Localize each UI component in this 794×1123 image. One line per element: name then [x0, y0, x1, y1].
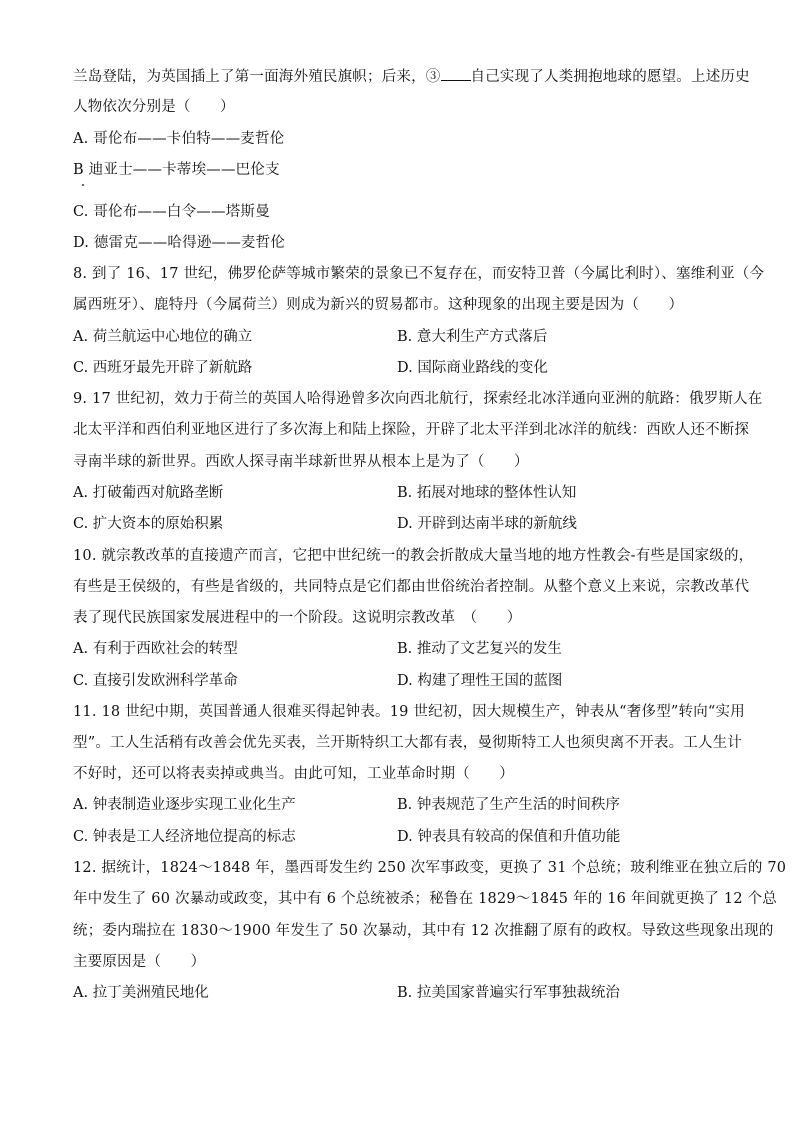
- stray-dot: [82, 184, 84, 186]
- q9-option-d: D. 开辟到达南半球的新航线: [397, 516, 577, 532]
- q9-stem-line-3: 寻南半球的新世界。西欧人探寻南半球新世界从根本上是为了（ ）: [73, 454, 529, 470]
- q8-option-a: A. 荷兰航运中心地位的确立: [73, 329, 253, 345]
- q11-option-c: C. 钟表是工人经济地位提高的标志: [73, 829, 296, 845]
- q8-stem-line-2: 属西班牙）、鹿特丹（今属荷兰）则成为新兴的贸易都市。这种现象的出现主要是因为（ ）: [73, 297, 684, 313]
- q7-option-c: C. 哥伦布——白令——塔斯曼: [73, 204, 270, 220]
- q8-stem-line-1: 8. 到了 16、17 世纪，佛罗伦萨等城市繁荣的景象已不复存在，而安特卫普（今属比利时）、塞维利亚（今: [73, 266, 765, 282]
- q11-option-d: D. 钟表具有较高的保值和升值功能: [397, 829, 621, 845]
- q12-stem-line-3: 统；委内瑞拉在 1830～1900 年发生了 50 次暴动，其中有 12 次推翻了原有的政权。导致这些现象出现的: [73, 923, 774, 939]
- q7-stem-text-b: 自己实现了人类拥抱地球的愿望。上述历史: [470, 69, 750, 85]
- q9-option-c: C. 扩大资本的原始积累: [73, 516, 224, 532]
- q12-stem-line-4: 主要原因是（ ）: [73, 954, 206, 970]
- q7-stem-line-1: [73, 66, 750, 87]
- q10-stem-line-2: 有些是王侯级的，有些是省级的，共同特点是它们都由世俗统治者控制。从整个意义上来说，宗教改革代: [73, 579, 750, 595]
- q12-stem-line-1: 12. 据统计，1824～1848 年，墨西哥发生约 250 次军事政变，更换了 31 个总统；玻利维亚在独立后的 70: [73, 860, 787, 876]
- answer-blank: [441, 66, 471, 81]
- q11-stem-line-1: 11. 18 世纪中期，英国普通人很难买得起钟表。19 世纪初，因大规模生产，钟表从“奢侈型”转向“实用: [73, 704, 745, 720]
- q10-option-d: D. 构建了理性王国的蓝图: [397, 673, 563, 689]
- q12-option-b: B. 拉美国家普遍实行军事独裁统治: [397, 985, 620, 1001]
- q10-option-a: A. 有利于西欧社会的转型: [73, 641, 238, 657]
- q7-stem-text-a: 兰岛登陆，为英国插上了第一面海外殖民旗帜；后来，③: [73, 69, 441, 85]
- q10-option-c: C. 直接引发欧洲科学革命: [73, 673, 238, 689]
- q10-stem-line-3: 表了现代民族国家发展进程中的一个阶段。这说明宗教改革 （ ）: [73, 610, 522, 626]
- q9-stem-line-2: 北太平洋和西伯利亚地区进行了多次海上和陆上探险，开辟了北太平洋到北冰洋的航线：西欧人还不断探: [73, 422, 750, 438]
- q11-stem-line-3: 不好时，还可以将表卖掉或典当。由此可知，工业革命时期（ ）: [73, 766, 514, 782]
- q7-option-d: D. 德雷克——哈得逊——麦哲伦: [73, 235, 286, 251]
- q10-stem-line-1: 10. 就宗教改革的直接遗产而言，它把中世纪统一的教会折散成大量当地的地方性教会-有些是国家级的，: [73, 548, 754, 564]
- q7-option-a: A. 哥伦布——卡伯特——麦哲伦: [73, 131, 285, 147]
- q9-option-b: B. 拓展对地球的整体性认知: [397, 485, 577, 501]
- q8-option-b: B. 意大利生产方式落后: [397, 329, 548, 345]
- q9-option-a: A. 打破葡西对航路垄断: [73, 485, 224, 501]
- q8-option-c: C. 西班牙最先开辟了新航路: [73, 360, 253, 376]
- q11-option-b: B. 钟表规范了生产生活的时间秩序: [397, 797, 620, 813]
- q12-option-a: A. 拉丁美洲殖民地化: [73, 985, 209, 1001]
- q8-option-d: D. 国际商业路线的变化: [397, 360, 548, 376]
- q7-stem-line-2: 人物依次分别是（ ）: [73, 99, 235, 115]
- q7-option-b: B 迪亚士——卡蒂埃——巴伦支: [73, 162, 280, 178]
- q12-stem-line-2: 年中发生了 60 次暴动或政变，其中有 6 个总统被杀；秘鲁在 1829～1845 年的 16 年间就更换了 12 个总: [73, 891, 777, 907]
- q11-stem-line-2: 型”。工人生活稍有改善会优先买表，兰开斯特织工大都有表，曼彻斯特工人也须臾离不开表。工人生计: [73, 735, 743, 751]
- q11-option-a: A. 钟表制造业逐步实现工业化生产: [73, 797, 296, 813]
- q9-stem-line-1: 9. 17 世纪初，效力于荷兰的英国人哈得逊曾多次向西北航行，探索经北冰洋通向亚洲的航路：俄罗斯人在: [73, 391, 763, 407]
- q10-option-b: B. 推动了文艺复兴的发生: [397, 641, 562, 657]
